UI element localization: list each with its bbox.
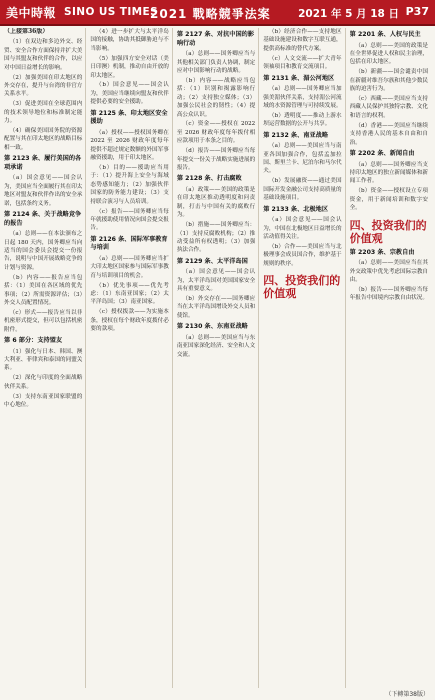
paragraph: （b）资金——授权设立专项资金，用于新闻培训和数字安全。: [349, 188, 429, 212]
column-2: [90, 28, 172, 688]
issue-date: 2021 年 5 月 18 日: [298, 8, 399, 20]
paragraph: （a）总则——美国应当在其外交政策中优先考虑国际宗教自由。: [349, 260, 429, 283]
paragraph: （4）确保美国国务院的资源配置与其在印太地区的战略目标相一致。: [4, 127, 83, 151]
column-kicker: （上接第36版）: [4, 28, 49, 35]
paragraph: （b）合作——美国应当与北极理事会成员国合作，维护基于规则的秩序。: [263, 243, 342, 267]
column-3: [177, 28, 259, 688]
section-heading: 四、投资我们的价值观: [263, 274, 341, 301]
article-heading: 第 2125 条、印太地区安全援助: [90, 109, 168, 126]
paragraph: （d）香港——美国应当继续支持香港人民的基本自由和自治。: [349, 122, 429, 146]
section-heading: 四、投资我们的价值观: [349, 218, 427, 245]
article-heading: 第 2133 条、北极地区: [263, 205, 329, 213]
paragraph: （c）资金——授权在 2022 至 2026 财政年度每年拨付相应款项用于本条之目的。: [176, 121, 256, 145]
paragraph: （d）报告——国务卿应当每年提交一份关于战略实施进展的报告。: [176, 148, 256, 171]
paragraph: （b）经济合作——支持地区基础设施建设和数字互联互通，提供高标准的替代方案。: [263, 29, 342, 52]
continued-footer: （下轉第38版）: [385, 691, 429, 698]
article-heading: 第 2132 条、南亚战略: [263, 131, 329, 139]
article-heading: 第 2131 条、湄公河地区: [263, 74, 335, 82]
paragraph: （a）总则——在本法颁布之日起 180 天内，国务卿应当向适当的国会委员会提交一份报告，说明与中国开展战略竞争的计划与资源。: [4, 231, 83, 271]
column-1: [4, 28, 86, 688]
article-heading: 第 2128 条、打击腐败: [176, 175, 242, 183]
paragraph: （a）总则——美国应当与东南亚国家深化经济、安全和人文交流。: [176, 334, 256, 358]
paragraph: （c）形式——报告应当以非机密形式提交，但可以包括机密附件。: [4, 309, 83, 333]
article-heading: 第 2124 条、关于战略竞争的报告: [4, 211, 82, 227]
paragraph: （a）国会意见——国会认为，中国在北极地区日益增长的活动值得关注。: [263, 217, 342, 240]
column-4: [263, 28, 345, 688]
paragraph: （b）外交存在——国务卿应当在太平洋岛国增设外交人员和使馆。: [176, 296, 256, 319]
paragraph: （a）总则——国务卿应当支持印太地区的独立新闻媒体和新闻工作者。: [349, 161, 429, 185]
paragraph: （c）授权拨款——为实施本条，授权在每个财政年度拨付必要的款项。: [90, 309, 169, 333]
paragraph: （a）总则——国务卿应当扩大印太地区国家参与国际军事教育与培训项目的机会。: [90, 255, 169, 279]
paragraph: （a）总则——国务卿应当与其他相关部门负责人协调，制定应对中国影响行动的战略。: [176, 51, 256, 74]
paragraph: （a）授权——授权国务卿在 2022 至 2026 财政年度每年提供不超过规定数额的外国军事融资援助，用于印太地区。: [90, 129, 169, 162]
paragraph: （b）发展融资——通过美国国际开发金融公司支持高质量的基础设施项目。: [263, 178, 342, 202]
paragraph: （c）西藏——美国应当支持西藏人民保护其独特宗教、文化和语言的权利。: [349, 96, 429, 119]
section-title: 2021 戰略競爭法案: [150, 7, 271, 21]
paragraph: （c）人文交流——扩大青年领袖项目和教育交流项目。: [263, 55, 342, 71]
paragraph: （a）总则——国务卿应当加强美湄伙伴关系，支持湄公河流域的水资源管理与可持续发展。: [263, 86, 342, 109]
article-heading: 第 2201 条、人权与民主: [349, 31, 421, 38]
paragraph: （c）报告——国务卿应当每年就援助使用情况向国会提交报告。: [90, 208, 169, 232]
paragraph: （a）国会意见——国会认为，太平洋岛国对美国国家安全具有重要意义。: [176, 269, 256, 293]
masthead-logo-cn: 美中時報: [6, 5, 57, 20]
masthead-logo-en: SINO US TIMES: [64, 6, 159, 18]
masthead-divider: [0, 24, 435, 26]
article-heading: 第 2123 条、履行美国的各项承诺: [4, 155, 82, 171]
paragraph: （a）总则——美国的政策是在全世界促进人权和民主治理，包括在印太地区。: [349, 42, 429, 66]
article-heading: 第 2127 条、对抗中国的影响行动: [176, 31, 255, 47]
paragraph: （a）总则——美国应当与南亚各国加强合作，包括孟加拉国、斯里兰卡、尼泊尔和马尔代夫。: [263, 143, 342, 175]
page-number: P37: [405, 5, 429, 18]
article-heading: 第 2202 条、新闻自由: [349, 149, 415, 157]
paragraph: （b）目的——援助应当用于：（1）提升海上安全与海域态势感知能力；（2）加强伙伴国家的防务能力建设；（3）支持联合演习与人员培训。: [90, 164, 169, 205]
column-5: [350, 28, 431, 688]
paragraph: （b）报告——国务卿应当每年报告中国境内宗教自由状况。: [349, 286, 429, 302]
article-heading: 第 6 部分：支持盟友: [4, 337, 63, 345]
paragraph: （b）国会意见——国会认为，美国应当继续向盟友和伙伴提供必要的安全援助。: [90, 82, 169, 106]
paragraph: （5）加强四方安全对话（美日印澳）机制，推动自由开放的印太地区。: [90, 55, 169, 79]
article-heading: 第 2126 条、国际军事教育与培训: [90, 235, 168, 252]
paragraph: （2）加强美国在印太地区的外交存在，提升与台湾的非官方关系水平。: [4, 74, 83, 98]
paragraph: （b）新疆——国会谴责中国在新疆对维吾尔族和其他少数民族的迫害行为。: [349, 69, 429, 93]
masthead: [0, 0, 435, 24]
paragraph: （3）支持东南亚国家联盟的中心地位。: [4, 393, 83, 409]
paragraph: （3）促进美国在全球范围内的技术领导地位和标准制定能力。: [4, 101, 83, 125]
paragraph: （b）优先事项——优先考虑：（1）东南亚国家；（2）太平洋岛国；（3）南亚国家。: [90, 282, 169, 306]
paragraph: （1）强化与日本、韩国、澳大利亚、菲律宾和泰国的同盟关系。: [4, 348, 83, 372]
article-heading: 第 2203 条、宗教自由: [349, 248, 415, 256]
paragraph: （1）在双边和多边外交、经贸、安全合作方面保持并扩大美国与其盟友和伙伴的合作，以应对中国日益增长的影响。: [4, 39, 83, 71]
paragraph: （b）措施——国务卿应当：（1）支持反腐败机构；（2）推动受益所有权透明；（3）加强执法合作。: [176, 222, 256, 254]
article-heading: 第 2129 条、太平洋岛国: [176, 257, 248, 265]
paragraph: （b）内容——战略应当包括：（1）识别和揭露影响行动；（2）支持独立媒体；（3）加强公民社会的韧性；（4）提高公众认识。: [176, 77, 256, 118]
paragraph: （2）深化与印度的全面战略伙伴关系。: [4, 375, 83, 390]
paragraph: （a）政策——美国的政策是在印太地区推动透明度和问责制，打击与中国有关的腐败行为。: [176, 186, 256, 219]
article-heading: 第 2130 条、东南亚战略: [176, 323, 248, 331]
article-columns: [4, 28, 431, 688]
paragraph: （b）透明度——推动上游水坝运营数据的公开与共享。: [263, 112, 342, 128]
paragraph: （4）进一步扩大与太平洋岛国的接触，协助其抵御胁迫与不当影响。: [90, 29, 169, 52]
paragraph: （a）国会意见——国会认为，美国应当全面履行其在印太地区对盟友和伙伴作出的安全承诺，包括条约义务。: [4, 175, 83, 207]
paragraph: （b）内容——报告应当包括：（1）美国在各区域的优先事项；（2）所需资源评估；（3）外交人员配置情况。: [4, 274, 83, 306]
